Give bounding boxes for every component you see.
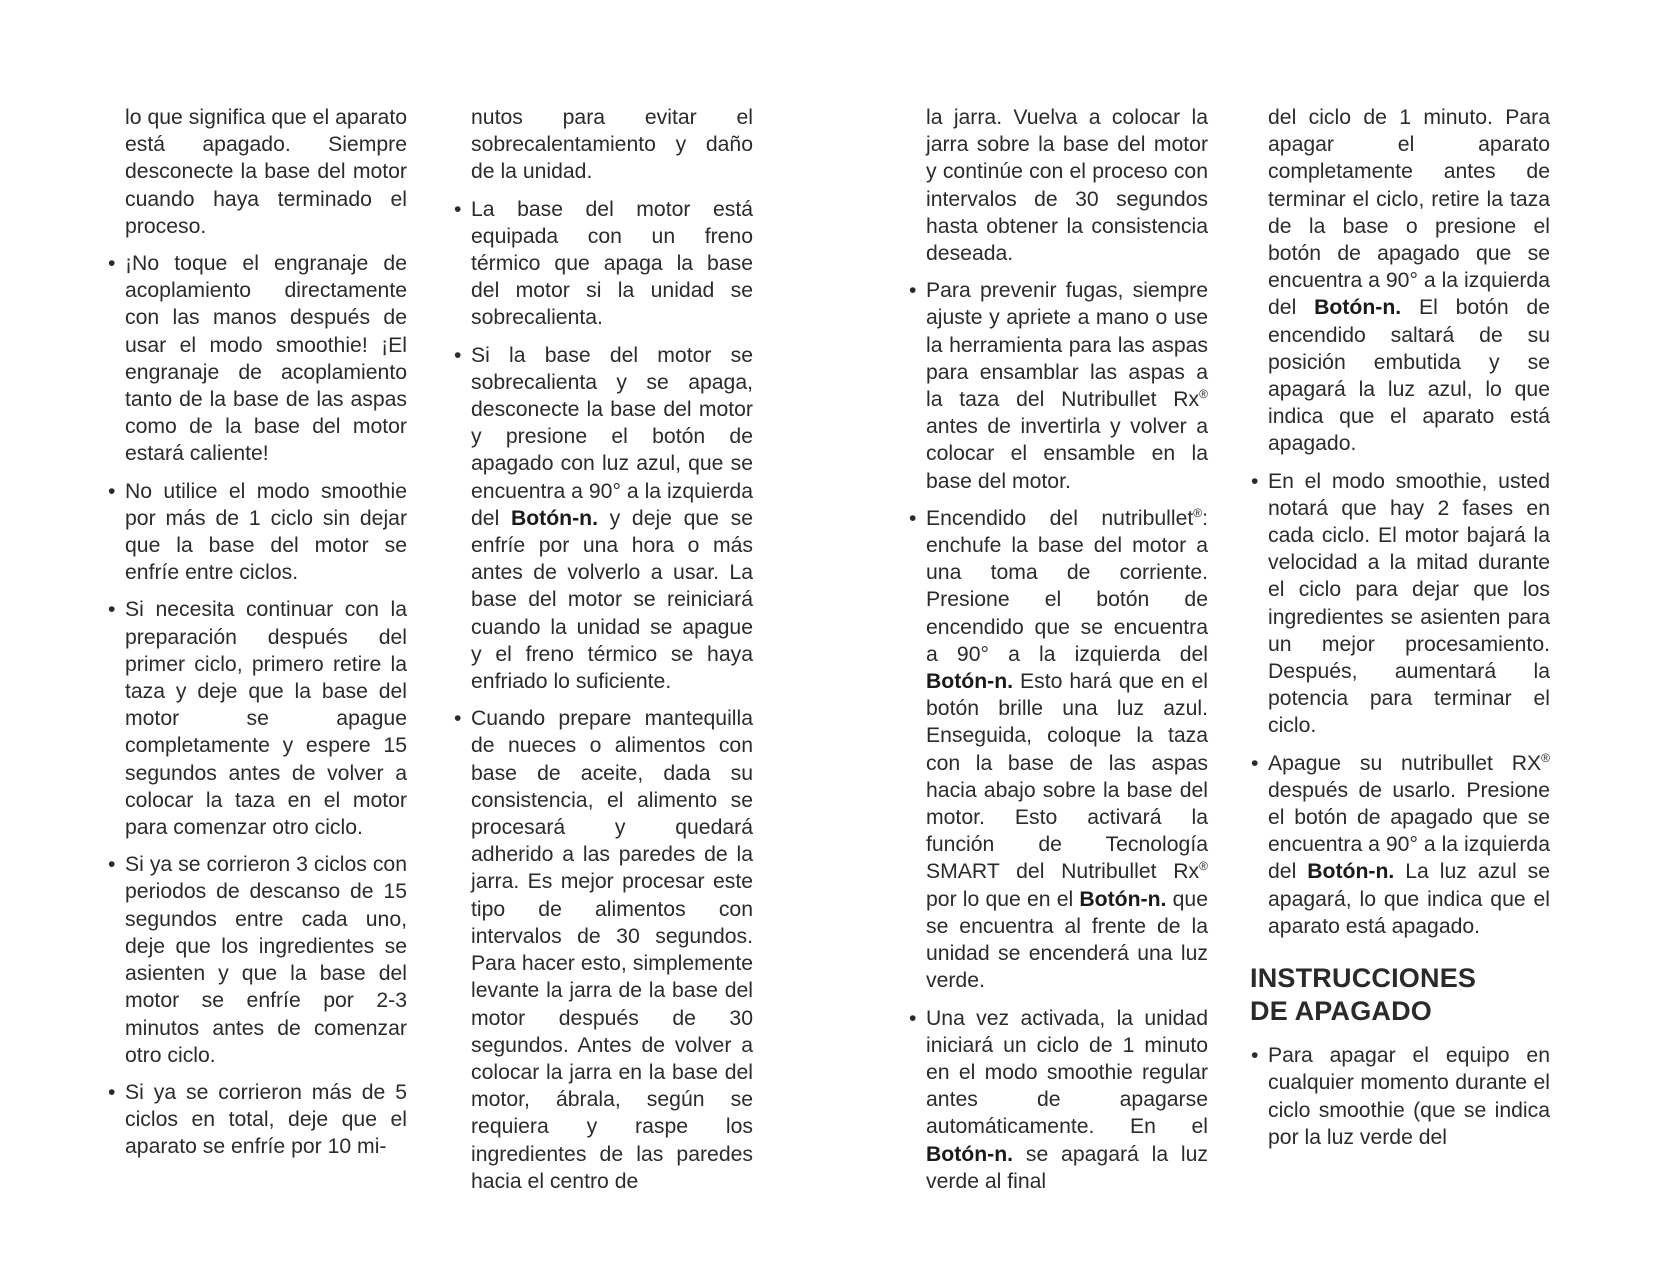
text-segment: Si la base del motor se sobrecalienta y se apaga, desconecte la base del motor y presione el botón de apagado con luz azul, que se encuentra a 90° a la izquierda del xyxy=(471,343,753,530)
text-segment: por lo que en el xyxy=(926,887,1080,911)
button-name-bold: Botón-n. xyxy=(1079,887,1167,911)
text-segment: Si necesita continuar con la preparación después del primer ciclo, primero retire la taza y deje que la base del motor se apague completamente y espere 15 segundos antes de volver a colocar la taza en el motor para comenzar otro ciclo. xyxy=(125,598,407,840)
bullet-paragraph xyxy=(908,1005,1208,1195)
text-segment: la jarra. Vuelva a colocar la jarra sobre la base del motor y continúe con el proceso con intervalos de 30 segundos hasta obtener la consistencia deseada. xyxy=(926,106,1208,266)
bullet-paragraph xyxy=(1250,750,1550,940)
bullet-paragraph xyxy=(107,250,407,468)
text-segment: antes de invertirla y volver a colocar el ensamble en la base del motor. xyxy=(926,415,1208,493)
bullet-paragraph xyxy=(107,1079,407,1161)
text-segment: El botón de encendido saltará de su posición embutida y se apagará la luz azul, lo que indica que el aparato está apagado. xyxy=(1268,296,1550,456)
registered-mark: ® xyxy=(1541,750,1550,765)
text-segment: Para prevenir fugas, siempre ajuste y apriete a mano o use la herramienta para las aspas para ensamblar las aspas a la taza del Nutribullet Rx xyxy=(926,279,1208,412)
registered-mark: ® xyxy=(1193,505,1203,520)
text-segment: Si ya se corrieron más de 5 ciclos en total, deje que el aparato se enfríe por 10 mi- xyxy=(125,1080,407,1159)
text-segment: La base del motor está equipada con un freno térmico que apaga la base del motor si la unidad se sobrecalienta. xyxy=(471,197,753,330)
button-name-bold: Botón-n. xyxy=(1307,860,1395,884)
text-segment: Apague su nutribullet RX xyxy=(1268,751,1542,775)
text-segment: Encendido del nutribullet xyxy=(926,506,1194,530)
text-segment: Esto hará que en el botón brille una luz azul. Enseguida, coloque la taza con la base de las aspas hacia abajo sobre la base del motor. Esto activará la función de Tecnología SMART del Nutribullet Rx xyxy=(926,670,1208,884)
registered-mark: ® xyxy=(1199,859,1208,874)
continued-paragraph xyxy=(1250,104,1550,458)
bullet-paragraph xyxy=(107,478,407,587)
button-name-bold: Botón-n. xyxy=(926,670,1014,694)
bullet-paragraph xyxy=(1250,1042,1550,1151)
text-segment: nutos para evitar el sobrecalentamiento y daño de la unidad. xyxy=(471,106,753,184)
bullet-paragraph xyxy=(107,596,407,841)
text-segment: Una vez activada, la unidad iniciará un ciclo de 1 minuto en el modo smoothie regular antes de apagarse automáticamente. En el xyxy=(926,1006,1208,1139)
text-segment: No utilice el modo smoothie por más de 1 ciclo sin dejar que la base del motor se enfríe entre ciclos. xyxy=(125,479,407,585)
bullet-paragraph xyxy=(107,851,407,1069)
text-segment: del ciclo de 1 minuto. Para apagar el aparato completamente antes de terminar el ciclo, retire la taza de la base o presione el botón de apagado que se encuentra a 90° a la izquierda del xyxy=(1268,106,1550,320)
text-segment: Para apagar el equipo en cualquier momento durante el ciclo smoothie (que se indica por la luz verde del xyxy=(1268,1044,1550,1149)
text-segment: : enchufe la base del motor a una toma de corriente. Presione el botón de encendido que se encuentra a 90° a la izquierda del xyxy=(926,506,1208,666)
text-segment: lo que significa que el aparato está apagado. Siempre desconecte la base del motor cuando haya terminado el proceso. xyxy=(125,106,407,238)
button-name-bold: Botón-n. xyxy=(1314,296,1402,320)
text-segment: ¡No toque el engranaje de acoplamiento directamente con las manos después de usar el modo smoothie! ¡El engranaje de acoplamiento tanto de la base de las aspas como de la base del motor estará caliente! xyxy=(125,252,407,466)
registered-mark: ® xyxy=(1199,386,1208,401)
bullet-paragraph xyxy=(453,196,753,332)
text-segment: Si ya se corrieron 3 ciclos con periodos de descanso de 15 segundos entre cada uno, deje que los ingredientes se asienten y que la base del motor se enfríe por 2-3 minutos antes de comenzar otro ciclo. xyxy=(125,853,407,1067)
button-name-bold: Botón-n. xyxy=(926,1142,1014,1166)
bullet-paragraph xyxy=(453,705,753,1195)
bullet-paragraph xyxy=(1250,468,1550,740)
text-segment: y deje que se enfríe por una hora o más antes de volverlo a usar. La base del motor se reiniciará cuando la unidad se apague y el freno térmico se haya enfriado lo suficiente. xyxy=(471,506,753,694)
section-heading xyxy=(1250,962,1550,1028)
text-segment: La luz azul se apagará, lo que indica que el aparato está apagado. xyxy=(1268,860,1550,938)
text-segment: En el modo smoothie, usted notará que hay 2 fases en cada ciclo. El motor bajará la velocidad a la mitad durante el ciclo para dejar que los ingredientes se asienten para un mejor procesamiento. Después, aumentará la potencia para terminar el ciclo. xyxy=(1268,469,1550,738)
bullet-paragraph xyxy=(453,342,753,696)
text-segment: que se encuentra al frente de la unidad se encenderá una luz verde. xyxy=(926,887,1208,993)
continued-paragraph xyxy=(107,104,407,240)
section-heading-line: DE APAGADO xyxy=(1250,996,1433,1027)
text-column-2 xyxy=(453,104,753,1205)
text-segment: se apagará la luz verde al final xyxy=(926,1142,1208,1193)
button-name-bold: Botón-n. xyxy=(510,506,599,530)
text-segment: Cuando prepare mantequilla de nueces o alimentos con base de aceite, dada su consistencia, el alimento se procesará y quedará adherido a las paredes de la jarra. Es mejor procesar este tipo de alimentos con intervalos de 30 segundos. Para hacer esto, simplemente levante la jarra de la base del motor después de 30 segundos. Antes de volver a colocar la jarra en la base del motor, ábrala, según se requiera y raspe los ingredientes de las paredes hacia el centro de xyxy=(471,707,753,1193)
bullet-paragraph xyxy=(908,277,1208,495)
bullet-paragraph xyxy=(908,505,1208,995)
text-column-3 xyxy=(908,104,1208,1205)
text-column-1 xyxy=(107,104,407,1171)
continued-paragraph xyxy=(908,104,1208,267)
section-heading-line: INSTRUCCIONES xyxy=(1250,963,1477,994)
text-column-4 xyxy=(1250,104,1550,1161)
continued-paragraph xyxy=(453,104,753,186)
text-segment: después de usarlo. Presione el botón de apagado que se encuentra a 90° a la izquierda del xyxy=(1268,778,1550,884)
